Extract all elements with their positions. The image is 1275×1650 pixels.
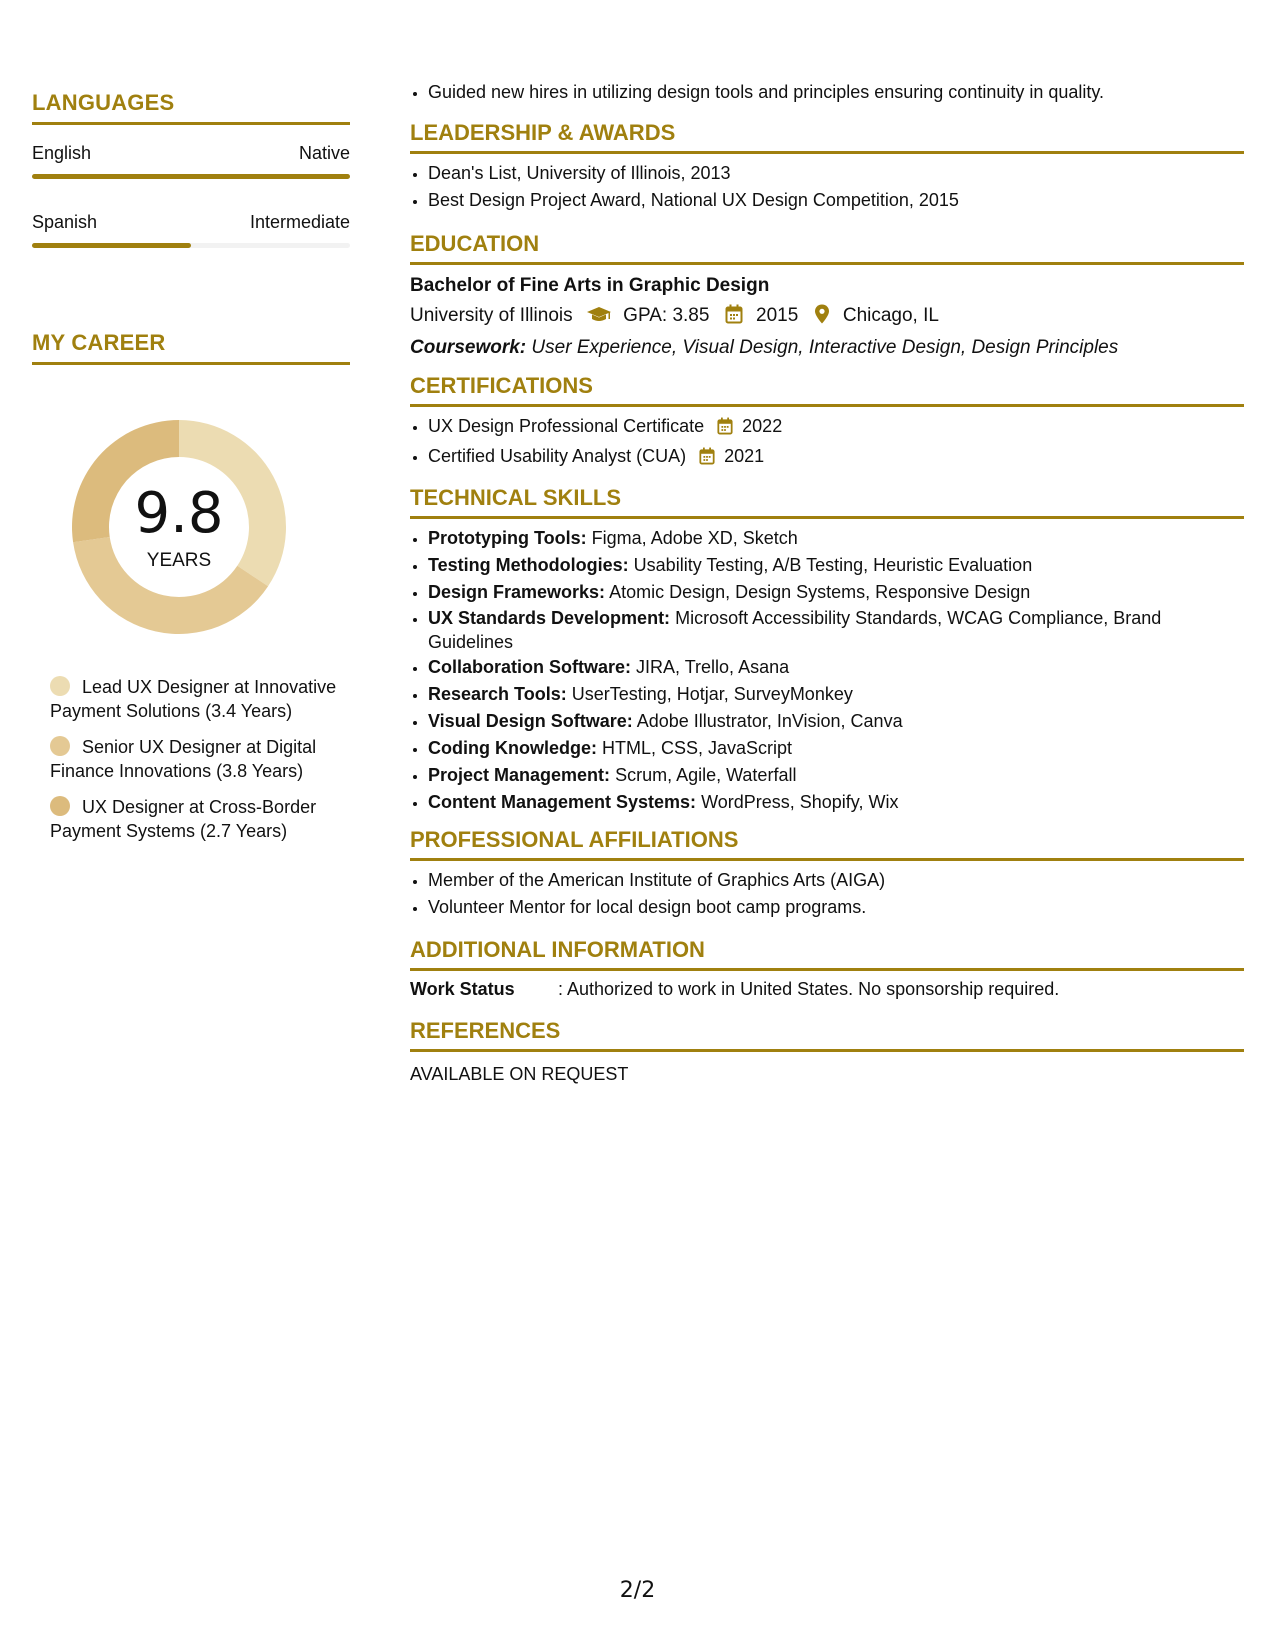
skill-item [428,762,1244,789]
skill-item [428,654,1244,681]
additional-section [410,937,1244,1000]
legend-dot [50,736,70,756]
references-title: REFERENCES [410,1018,1244,1052]
coursework-value: User Experience, Visual Design, Interactive Design, Design Principles [531,337,1119,358]
references-text: AVAILABLE ON REQUEST [410,1064,629,1084]
language-level: Intermediate [249,212,350,232]
skill-value: Microsoft Accessibility Standards, WCAG Compliance, Brand Guidelines [428,608,1162,652]
skill-value: Atomic Design, Design Systems, Responsive Design [609,582,1031,602]
career-total-unit: YEARS [146,550,212,571]
legend-dot [50,676,70,696]
skill-key: Design Frameworks: [428,582,606,602]
language-name: English [32,143,92,163]
experience-continuation [410,79,1244,106]
leadership-item: • Dean's List, University of Illinois, 2013 [428,160,1244,187]
leadership-item: • Best Design Project Award, National UX Design Competition, 2015 [428,187,1244,214]
coursework-label: Coursework: [410,337,527,358]
language-bar [32,174,350,179]
certification-item [428,443,1244,473]
career-legend-text: Lead UX Designer at Innovative Payment Solutions (3.4 Years) [50,677,337,721]
leadership-title: LEADERSHIP & AWARDS [410,120,1244,154]
language-bar [32,243,350,248]
career-section [32,330,350,365]
career-total-years: 9.8 [134,481,224,546]
certifications-title: CERTIFICATIONS [410,373,1244,407]
skill-value: Figma, Adobe XD, Sketch [591,528,798,548]
leadership-section [410,120,1244,214]
languages-section [32,90,350,248]
education-location: Chicago, IL [842,305,939,326]
career-legend-text: Senior UX Designer at Digital Finance Innovations (3.8 Years) [50,737,317,781]
skill-key: Research Tools: [428,684,567,704]
skill-key: Collaboration Software: [428,657,632,677]
skills-title: TECHNICAL SKILLS [410,485,1244,519]
skill-value: WordPress, Shopify, Wix [701,792,899,812]
education-degree: Bachelor of Fine Arts in Graphic Design [410,275,770,296]
work-status-label: Work Status [410,979,515,999]
skill-key: Project Management: [428,765,611,785]
language-item [32,143,350,179]
career-legend-item [50,675,350,723]
skill-value: HTML, CSS, JavaScript [602,738,793,758]
skill-key: Testing Methodologies: [428,555,629,575]
education-gpa: GPA: 3.85 [623,305,710,326]
affiliations-title: PROFESSIONAL AFFILIATIONS [410,827,1244,861]
skill-item [428,525,1244,552]
education-section [410,231,1244,359]
experience-bullet: • Guided new hires in utilizing design tools and principles ensuring continuity in quality. [428,79,1244,106]
certification-year: 2021 [724,446,765,466]
donut-center [66,414,292,640]
education-year: 2015 [756,305,799,326]
skill-item [428,789,1244,816]
references-section [410,1018,1244,1085]
career-legend-item [50,735,350,783]
skill-value: UserTesting, Hotjar, SurveyMonkey [571,684,853,704]
calendar-icon [717,416,733,443]
calendar-icon [699,446,715,473]
skill-item [428,552,1244,579]
language-item [32,212,350,248]
skill-key: Visual Design Software: [428,711,633,731]
skill-value: Adobe Illustrator, InVision, Canva [636,711,903,731]
skill-key: UX Standards Development: [428,608,671,628]
graduation-cap-icon [586,306,612,330]
legend-dot [50,796,70,816]
languages-title: LANGUAGES [32,90,350,125]
page-number: 2/2 [619,1578,656,1603]
certification-year: 2022 [742,416,783,436]
career-legend-text: UX Designer at Cross-Border Payment Systems (2.7 Years) [50,797,317,841]
certification-name: UX Design Professional Certificate [428,416,705,436]
skill-value: JIRA, Trello, Asana [636,657,790,677]
work-status-row [410,979,1244,1000]
certification-item [428,413,1244,443]
skill-value: Scrum, Agile, Waterfall [615,765,797,785]
language-name: Spanish [32,212,98,232]
skill-item [428,708,1244,735]
career-donut-chart [66,414,292,640]
skill-item [428,606,1244,654]
language-bar-fill [32,243,191,248]
location-pin-icon [814,304,830,330]
skill-item [428,735,1244,762]
skill-key: Content Management Systems: [428,792,697,812]
skill-key: Prototyping Tools: [428,528,587,548]
certifications-section [410,373,1244,473]
additional-title: ADDITIONAL INFORMATION [410,937,1244,971]
education-title: EDUCATION [410,231,1244,265]
calendar-icon [725,304,743,330]
language-level: Native [298,143,350,163]
skills-section [410,485,1244,816]
work-status-value: : Authorized to work in United States. No sponsorship required. [558,979,1060,999]
career-legend-item [50,795,350,843]
language-bar-fill [32,174,350,179]
affiliation-item: • Member of the American Institute of Graphics Arts (AIGA) [428,867,1244,894]
skill-item [428,579,1244,606]
education-details [410,304,1244,330]
skill-value: Usability Testing, A/B Testing, Heuristic Evaluation [633,555,1033,575]
affiliation-item: • Volunteer Mentor for local design boot camp programs. [428,894,1244,921]
skill-item [428,681,1244,708]
education-coursework [410,337,1244,359]
skill-key: Coding Knowledge: [428,738,597,758]
career-title: MY CAREER [32,330,350,365]
certification-name: Certified Usability Analyst (CUA) [428,446,687,466]
affiliations-section [410,827,1244,921]
career-legend [50,675,350,855]
education-school: University of Illinois [410,305,573,326]
